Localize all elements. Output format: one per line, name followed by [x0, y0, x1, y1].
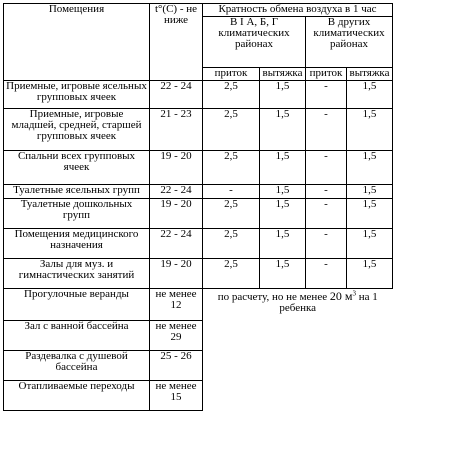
table-row	[4, 109, 393, 151]
row-exhaust-other: 1,5	[347, 229, 393, 259]
table-row	[4, 185, 393, 199]
row-name: Залы для муз. и гимнастических занятий	[4, 259, 150, 289]
row-temp: 22 - 24	[150, 229, 203, 259]
table-row	[4, 259, 393, 289]
row-inflow-a: 2,5	[203, 109, 260, 151]
note-cell	[203, 289, 393, 411]
note-after: на 1 ребенка	[279, 291, 378, 314]
row-exhaust-a: 1,5	[260, 229, 306, 259]
row-name: Раздевалка с душевой бассейна	[4, 351, 150, 381]
row-temp: 19 - 20	[150, 259, 203, 289]
row-name: Туалетные дошкольных групп	[4, 199, 150, 229]
row-name: Приемные, игровые младшей, средней, старшей групповых ячеек	[4, 109, 150, 151]
row-exhaust-a: 1,5	[260, 199, 306, 229]
row-inflow-other: -	[306, 151, 347, 185]
header-row-1	[4, 4, 393, 17]
row-exhaust-other: 1,5	[347, 151, 393, 185]
note-unit-exponent: 3	[352, 289, 356, 298]
row-exhaust-a: 1,5	[260, 109, 306, 151]
header-inflow-a: приток	[203, 68, 260, 81]
row-temp: не менее 15	[150, 381, 203, 411]
row-exhaust-a: 1,5	[260, 185, 306, 199]
row-inflow-other: -	[306, 185, 347, 199]
table-row	[4, 199, 393, 229]
row-temp: не менее 29	[150, 321, 203, 351]
table-row	[4, 151, 393, 185]
row-exhaust-other: 1,5	[347, 81, 393, 109]
row-name: Отапливаемые переходы	[4, 381, 150, 411]
header-rooms: Помещения	[4, 4, 150, 81]
row-inflow-a: -	[203, 185, 260, 199]
row-inflow-other: -	[306, 109, 347, 151]
note-value: 20 м	[329, 289, 353, 303]
row-exhaust-other: 1,5	[347, 199, 393, 229]
row-temp: 22 - 24	[150, 185, 203, 199]
row-temp: 21 - 23	[150, 109, 203, 151]
row-inflow-a: 2,5	[203, 259, 260, 289]
header-exhaust-other: вытяжка	[347, 68, 393, 81]
row-temp: 25 - 26	[150, 351, 203, 381]
header-climate-a: В I А, Б, Г климатических районах	[203, 17, 306, 68]
row-name: Помещения медицинского назначения	[4, 229, 150, 259]
table-row	[4, 81, 393, 109]
header-air-rate: Кратность обмена воздуха в 1 час	[203, 4, 393, 17]
note-before: по расчету, но не менее	[217, 291, 330, 303]
row-temp: 22 - 24	[150, 81, 203, 109]
row-exhaust-other: 1,5	[347, 185, 393, 199]
row-inflow-other: -	[306, 229, 347, 259]
row-inflow-a: 2,5	[203, 229, 260, 259]
row-name: Приемные, игровые ясельных групповых ячеек	[4, 81, 150, 109]
table-row	[4, 229, 393, 259]
row-exhaust-a: 1,5	[260, 151, 306, 185]
row-inflow-a: 2,5	[203, 199, 260, 229]
ventilation-norms-table	[3, 3, 393, 411]
row-temp: 19 - 20	[150, 151, 203, 185]
row-inflow-other: -	[306, 199, 347, 229]
row-exhaust-a: 1,5	[260, 81, 306, 109]
row-name: Спальни всех групповых ячеек	[4, 151, 150, 185]
row-inflow-other: -	[306, 81, 347, 109]
row-name: Прогулочные веранды	[4, 289, 150, 321]
row-exhaust-a: 1,5	[260, 259, 306, 289]
row-inflow-a: 2,5	[203, 151, 260, 185]
row-exhaust-other: 1,5	[347, 109, 393, 151]
row-temp: 19 - 20	[150, 199, 203, 229]
header-inflow-other: приток	[306, 68, 347, 81]
row-name: Туалетные ясельных групп	[4, 185, 150, 199]
header-temp: t°(С) - не ниже	[150, 4, 203, 81]
norms-table-container	[3, 3, 393, 411]
row-exhaust-other: 1,5	[347, 259, 393, 289]
row-name: Зал с ванной бассейна	[4, 321, 150, 351]
table-row	[4, 289, 393, 321]
row-temp: не менее 12	[150, 289, 203, 321]
row-inflow-other: -	[306, 259, 347, 289]
header-climate-other: В других климатических районах	[306, 17, 393, 68]
row-inflow-a: 2,5	[203, 81, 260, 109]
header-exhaust-a: вытяжка	[260, 68, 306, 81]
